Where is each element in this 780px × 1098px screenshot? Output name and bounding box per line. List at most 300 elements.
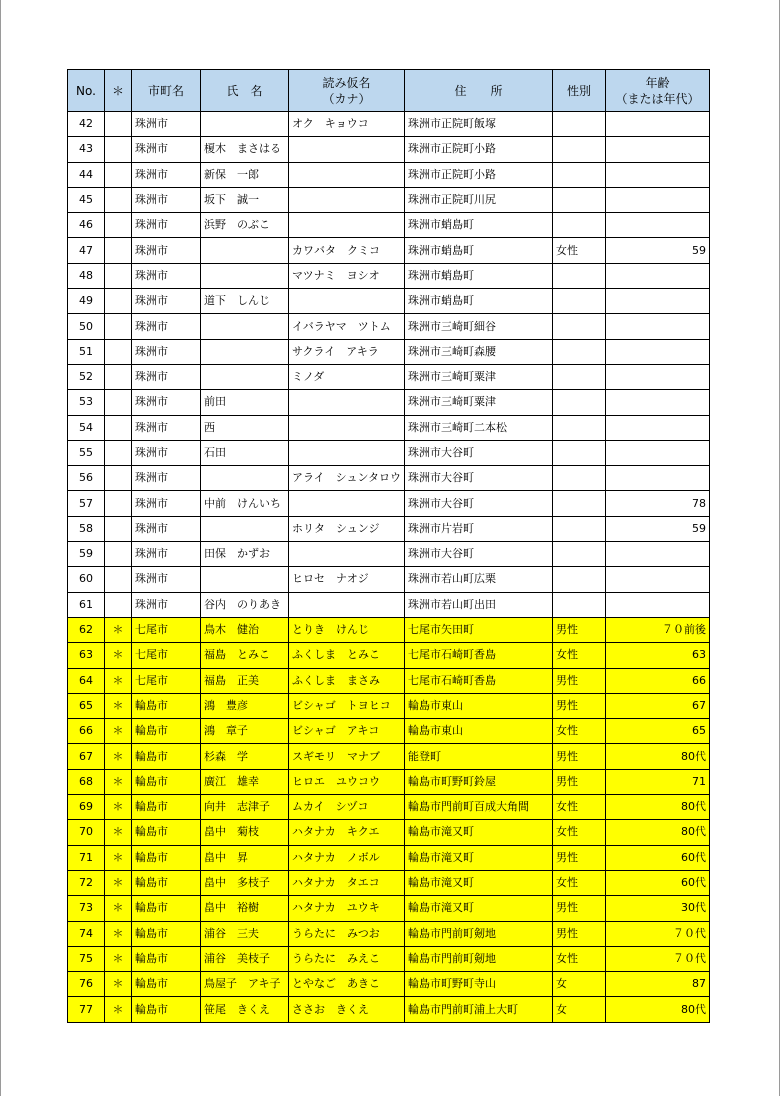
cell-age: ７０代 <box>606 946 710 971</box>
header-row <box>68 70 710 112</box>
table-body <box>68 112 710 1023</box>
table-row <box>68 314 710 339</box>
cell-name: 杉森 学 <box>201 744 289 769</box>
cell-name: 鴻 豊彦 <box>201 693 289 718</box>
table-row <box>68 466 710 491</box>
table-row <box>68 213 710 238</box>
cell-address: 輪島市門前町剱地 <box>405 946 553 971</box>
cell-name: 向井 志津子 <box>201 795 289 820</box>
cell-city: 珠洲市 <box>132 542 201 567</box>
cell-kana <box>289 137 405 162</box>
table-row <box>68 238 710 263</box>
cell-address: 七尾市矢田町 <box>405 617 553 642</box>
cell-kana <box>289 390 405 415</box>
cell-kana: サクライ アキラ <box>289 339 405 364</box>
cell-age <box>606 289 710 314</box>
table-row <box>68 491 710 516</box>
cell-gender: 女 <box>553 972 606 997</box>
cell-no: 54 <box>68 415 105 440</box>
cell-name: 中前 けんいち <box>201 491 289 516</box>
cell-age <box>606 213 710 238</box>
cell-name: 浜野 のぶこ <box>201 213 289 238</box>
cell-no: 64 <box>68 668 105 693</box>
cell-address: 珠洲市蛸島町 <box>405 238 553 263</box>
cell-address: 珠洲市大谷町 <box>405 440 553 465</box>
table-row <box>68 263 710 288</box>
cell-kana <box>289 440 405 465</box>
table-row <box>68 896 710 921</box>
cell-age: 63 <box>606 643 710 668</box>
cell-city: 輪島市 <box>132 719 201 744</box>
cell-city: 輪島市 <box>132 972 201 997</box>
cell-mark: ＊ <box>105 744 132 769</box>
cell-city: 珠洲市 <box>132 415 201 440</box>
cell-mark: ＊ <box>105 896 132 921</box>
cell-city: 珠洲市 <box>132 289 201 314</box>
table-row <box>68 617 710 642</box>
cell-gender <box>553 339 606 364</box>
cell-age: 80代 <box>606 997 710 1022</box>
cell-gender: 女性 <box>553 795 606 820</box>
table-row <box>68 137 710 162</box>
header-address: 住 所 <box>405 70 553 112</box>
cell-no: 62 <box>68 617 105 642</box>
cell-age: 65 <box>606 719 710 744</box>
cell-mark <box>105 238 132 263</box>
cell-name: 西 <box>201 415 289 440</box>
cell-name: 畠中 菊枝 <box>201 820 289 845</box>
cell-mark <box>105 466 132 491</box>
cell-kana <box>289 187 405 212</box>
cell-city: 珠洲市 <box>132 263 201 288</box>
cell-address: 七尾市石崎町香島 <box>405 643 553 668</box>
cell-mark <box>105 567 132 592</box>
table-row <box>68 946 710 971</box>
cell-age <box>606 263 710 288</box>
cell-gender <box>553 415 606 440</box>
cell-kana: ムカイ シヅコ <box>289 795 405 820</box>
cell-address: 輪島市門前町剱地 <box>405 921 553 946</box>
cell-gender <box>553 289 606 314</box>
table-row <box>68 870 710 895</box>
table-row <box>68 769 710 794</box>
cell-gender <box>553 466 606 491</box>
cell-gender: 男性 <box>553 693 606 718</box>
cell-kana: ハタナカ タエコ <box>289 870 405 895</box>
table-row <box>68 516 710 541</box>
cell-city: 珠洲市 <box>132 390 201 415</box>
cell-no: 67 <box>68 744 105 769</box>
cell-kana: ふくしま とみこ <box>289 643 405 668</box>
cell-gender <box>553 314 606 339</box>
cell-age: 30代 <box>606 896 710 921</box>
cell-age: ７０代 <box>606 921 710 946</box>
header-mark: ＊ <box>105 70 132 112</box>
cell-address: 能登町 <box>405 744 553 769</box>
cell-city: 輪島市 <box>132 693 201 718</box>
cell-name: 福島 正美 <box>201 668 289 693</box>
cell-no: 46 <box>68 213 105 238</box>
cell-gender: 男性 <box>553 668 606 693</box>
cell-kana: うらたに みえこ <box>289 946 405 971</box>
cell-no: 65 <box>68 693 105 718</box>
cell-address: 輪島市滝又町 <box>405 845 553 870</box>
cell-gender <box>553 542 606 567</box>
header-kana-line1: 読み仮名 <box>322 75 371 90</box>
cell-name: 新保 一郎 <box>201 162 289 187</box>
cell-address: 輪島市滝又町 <box>405 870 553 895</box>
cell-kana: オク キョウコ <box>289 112 405 137</box>
table-row <box>68 845 710 870</box>
cell-age <box>606 137 710 162</box>
table-row <box>68 339 710 364</box>
cell-mark <box>105 263 132 288</box>
cell-name: 坂下 誠一 <box>201 187 289 212</box>
cell-address: 七尾市石崎町香島 <box>405 668 553 693</box>
cell-name <box>201 567 289 592</box>
cell-name: 笹尾 きくえ <box>201 997 289 1022</box>
cell-gender: 男性 <box>553 845 606 870</box>
cell-name <box>201 238 289 263</box>
cell-no: 57 <box>68 491 105 516</box>
cell-kana: ふくしま まさみ <box>289 668 405 693</box>
cell-kana <box>289 289 405 314</box>
cell-city: 珠洲市 <box>132 466 201 491</box>
cell-gender: 女性 <box>553 820 606 845</box>
cell-name: 浦谷 美枝子 <box>201 946 289 971</box>
cell-city: 輪島市 <box>132 795 201 820</box>
cell-address: 輪島市門前町浦上大町 <box>405 997 553 1022</box>
cell-no: 55 <box>68 440 105 465</box>
cell-city: 輪島市 <box>132 744 201 769</box>
cell-mark <box>105 213 132 238</box>
cell-gender <box>553 390 606 415</box>
cell-gender <box>553 592 606 617</box>
cell-no: 45 <box>68 187 105 212</box>
cell-no: 47 <box>68 238 105 263</box>
cell-address: 珠洲市大谷町 <box>405 542 553 567</box>
cell-mark: ＊ <box>105 870 132 895</box>
cell-mark <box>105 137 132 162</box>
cell-no: 66 <box>68 719 105 744</box>
header-no: No. <box>68 70 105 112</box>
cell-kana <box>289 542 405 567</box>
table-row <box>68 364 710 389</box>
cell-name <box>201 314 289 339</box>
table-row <box>68 112 710 137</box>
cell-no: 50 <box>68 314 105 339</box>
cell-mark: ＊ <box>105 693 132 718</box>
header-gender: 性別 <box>553 70 606 112</box>
cell-gender: 男性 <box>553 921 606 946</box>
cell-age <box>606 187 710 212</box>
cell-no: 74 <box>68 921 105 946</box>
cell-name: 福島 とみこ <box>201 643 289 668</box>
cell-age: 80代 <box>606 820 710 845</box>
cell-city: 輪島市 <box>132 870 201 895</box>
header-age <box>606 70 710 112</box>
cell-address: 珠洲市正院町小路 <box>405 162 553 187</box>
cell-kana: ハタナカ ノボル <box>289 845 405 870</box>
table-row <box>68 643 710 668</box>
header-age-line2: （または年代） <box>615 91 700 106</box>
cell-age <box>606 466 710 491</box>
cell-mark <box>105 415 132 440</box>
cell-mark <box>105 440 132 465</box>
cell-city: 七尾市 <box>132 668 201 693</box>
cell-kana: ヒロセ ナオジ <box>289 567 405 592</box>
cell-age <box>606 339 710 364</box>
cell-kana: ビシャゴ トヨヒコ <box>289 693 405 718</box>
cell-name <box>201 364 289 389</box>
cell-kana <box>289 415 405 440</box>
cell-name: 廣江 雄幸 <box>201 769 289 794</box>
cell-gender <box>553 263 606 288</box>
table-row <box>68 187 710 212</box>
cell-no: 75 <box>68 946 105 971</box>
cell-gender: 男性 <box>553 896 606 921</box>
cell-name: 鴻 章子 <box>201 719 289 744</box>
cell-mark <box>105 314 132 339</box>
cell-no: 53 <box>68 390 105 415</box>
cell-city: 珠洲市 <box>132 592 201 617</box>
cell-gender <box>553 567 606 592</box>
cell-gender <box>553 112 606 137</box>
cell-city: 珠洲市 <box>132 491 201 516</box>
cell-kana: とやなご あきこ <box>289 972 405 997</box>
cell-no: 68 <box>68 769 105 794</box>
cell-age <box>606 314 710 339</box>
cell-address: 珠洲市三崎町細谷 <box>405 314 553 339</box>
cell-gender <box>553 137 606 162</box>
cell-gender <box>553 491 606 516</box>
cell-city: 珠洲市 <box>132 567 201 592</box>
cell-kana: ミノダ <box>289 364 405 389</box>
cell-address: 珠洲市三崎町粟津 <box>405 390 553 415</box>
cell-city: 輪島市 <box>132 769 201 794</box>
cell-name: 田保 かずお <box>201 542 289 567</box>
cell-address: 珠洲市三崎町二本松 <box>405 415 553 440</box>
cell-age <box>606 390 710 415</box>
cell-no: 52 <box>68 364 105 389</box>
cell-address: 珠洲市片岩町 <box>405 516 553 541</box>
cell-gender: 女 <box>553 997 606 1022</box>
cell-city: 珠洲市 <box>132 187 201 212</box>
cell-kana <box>289 592 405 617</box>
cell-gender <box>553 364 606 389</box>
cell-mark <box>105 516 132 541</box>
cell-address: 珠洲市大谷町 <box>405 466 553 491</box>
cell-age: 78 <box>606 491 710 516</box>
cell-no: 77 <box>68 997 105 1022</box>
cell-address: 珠洲市蛸島町 <box>405 289 553 314</box>
cell-no: 56 <box>68 466 105 491</box>
header-age-line1: 年齢 <box>645 75 670 90</box>
table-row <box>68 440 710 465</box>
table-row <box>68 693 710 718</box>
cell-address: 輪島市東山 <box>405 693 553 718</box>
table-row <box>68 390 710 415</box>
cell-mark: ＊ <box>105 997 132 1022</box>
cell-age <box>606 364 710 389</box>
cell-gender <box>553 440 606 465</box>
cell-address: 珠洲市正院町小路 <box>405 137 553 162</box>
header-city: 市町名 <box>132 70 201 112</box>
cell-address: 珠洲市若山町出田 <box>405 592 553 617</box>
table-row <box>68 921 710 946</box>
cell-city: 輪島市 <box>132 997 201 1022</box>
cell-kana: ハタナカ ユウキ <box>289 896 405 921</box>
cell-no: 58 <box>68 516 105 541</box>
cell-age <box>606 440 710 465</box>
cell-age <box>606 592 710 617</box>
cell-gender: 女性 <box>553 719 606 744</box>
cell-age <box>606 542 710 567</box>
cell-city: 珠洲市 <box>132 137 201 162</box>
cell-city: 珠洲市 <box>132 213 201 238</box>
cell-name: 石田 <box>201 440 289 465</box>
cell-name: 畠中 昇 <box>201 845 289 870</box>
cell-name: 浦谷 三夫 <box>201 921 289 946</box>
cell-mark <box>105 187 132 212</box>
cell-mark: ＊ <box>105 769 132 794</box>
table-row <box>68 668 710 693</box>
cell-name <box>201 112 289 137</box>
cell-city: 珠洲市 <box>132 314 201 339</box>
cell-no: 51 <box>68 339 105 364</box>
cell-name <box>201 466 289 491</box>
table-row <box>68 592 710 617</box>
cell-no: 60 <box>68 567 105 592</box>
header-kana <box>289 70 405 112</box>
cell-age: 67 <box>606 693 710 718</box>
cell-name: 前田 <box>201 390 289 415</box>
cell-age <box>606 112 710 137</box>
cell-name <box>201 339 289 364</box>
cell-address: 輪島市東山 <box>405 719 553 744</box>
cell-no: 69 <box>68 795 105 820</box>
cell-gender: 女性 <box>553 238 606 263</box>
cell-address: 珠洲市三崎町粟津 <box>405 364 553 389</box>
cell-kana: マツナミ ヨシオ <box>289 263 405 288</box>
table-row <box>68 820 710 845</box>
cell-age <box>606 415 710 440</box>
cell-age <box>606 162 710 187</box>
cell-age: 59 <box>606 238 710 263</box>
cell-mark: ＊ <box>105 921 132 946</box>
cell-city: 輪島市 <box>132 921 201 946</box>
cell-mark: ＊ <box>105 845 132 870</box>
cell-age: 59 <box>606 516 710 541</box>
cell-name: 道下 しんじ <box>201 289 289 314</box>
cell-gender: 男性 <box>553 744 606 769</box>
cell-gender: 女性 <box>553 946 606 971</box>
cell-address: 輪島市町野町寺山 <box>405 972 553 997</box>
table-row <box>68 415 710 440</box>
cell-no: 44 <box>68 162 105 187</box>
cell-mark: ＊ <box>105 972 132 997</box>
cell-mark: ＊ <box>105 820 132 845</box>
cell-city: 輪島市 <box>132 896 201 921</box>
cell-gender <box>553 187 606 212</box>
cell-kana: カワバタ クミコ <box>289 238 405 263</box>
cell-mark <box>105 289 132 314</box>
cell-kana <box>289 162 405 187</box>
cell-mark: ＊ <box>105 617 132 642</box>
cell-mark <box>105 491 132 516</box>
cell-name <box>201 263 289 288</box>
cell-gender: 女性 <box>553 643 606 668</box>
cell-no: 59 <box>68 542 105 567</box>
roster-table <box>67 69 710 1023</box>
cell-mark: ＊ <box>105 946 132 971</box>
table-row <box>68 795 710 820</box>
cell-age: 60代 <box>606 870 710 895</box>
cell-kana: とりき けんじ <box>289 617 405 642</box>
table-row <box>68 542 710 567</box>
cell-gender <box>553 213 606 238</box>
cell-address: 輪島市滝又町 <box>405 820 553 845</box>
cell-gender: 男性 <box>553 617 606 642</box>
cell-age: 87 <box>606 972 710 997</box>
cell-address: 珠洲市三崎町森腰 <box>405 339 553 364</box>
cell-name: 鳥屋子 アキ子 <box>201 972 289 997</box>
header-kana-line2: （カナ） <box>322 91 371 106</box>
cell-kana <box>289 213 405 238</box>
cell-city: 珠洲市 <box>132 238 201 263</box>
cell-kana: ささお きくえ <box>289 997 405 1022</box>
cell-name: 鳥木 健治 <box>201 617 289 642</box>
cell-city: 輪島市 <box>132 946 201 971</box>
cell-city: 輪島市 <box>132 820 201 845</box>
cell-name: 畠中 裕樹 <box>201 896 289 921</box>
cell-kana <box>289 491 405 516</box>
cell-city: 珠洲市 <box>132 339 201 364</box>
cell-city: 珠洲市 <box>132 440 201 465</box>
cell-mark <box>105 364 132 389</box>
cell-address: 珠洲市正院町川尻 <box>405 187 553 212</box>
cell-no: 61 <box>68 592 105 617</box>
cell-address: 珠洲市蛸島町 <box>405 213 553 238</box>
cell-age <box>606 567 710 592</box>
cell-city: 珠洲市 <box>132 364 201 389</box>
table-row <box>68 719 710 744</box>
cell-name: 谷内 のりあき <box>201 592 289 617</box>
cell-kana: ヒロエ ユウコウ <box>289 769 405 794</box>
cell-mark <box>105 542 132 567</box>
cell-age: ７０前後 <box>606 617 710 642</box>
cell-name <box>201 516 289 541</box>
cell-mark <box>105 592 132 617</box>
cell-mark <box>105 112 132 137</box>
cell-age: 66 <box>606 668 710 693</box>
cell-name: 畠中 多枝子 <box>201 870 289 895</box>
table-row <box>68 162 710 187</box>
cell-city: 珠洲市 <box>132 112 201 137</box>
cell-kana: アライ シュンタロウ <box>289 466 405 491</box>
cell-no: 42 <box>68 112 105 137</box>
cell-kana: うらたに みつお <box>289 921 405 946</box>
cell-gender: 女性 <box>553 870 606 895</box>
cell-no: 73 <box>68 896 105 921</box>
cell-age: 80代 <box>606 744 710 769</box>
cell-gender <box>553 162 606 187</box>
cell-kana: ハタナカ キクエ <box>289 820 405 845</box>
cell-city: 輪島市 <box>132 845 201 870</box>
table-row <box>68 997 710 1022</box>
cell-no: 49 <box>68 289 105 314</box>
cell-gender: 男性 <box>553 769 606 794</box>
